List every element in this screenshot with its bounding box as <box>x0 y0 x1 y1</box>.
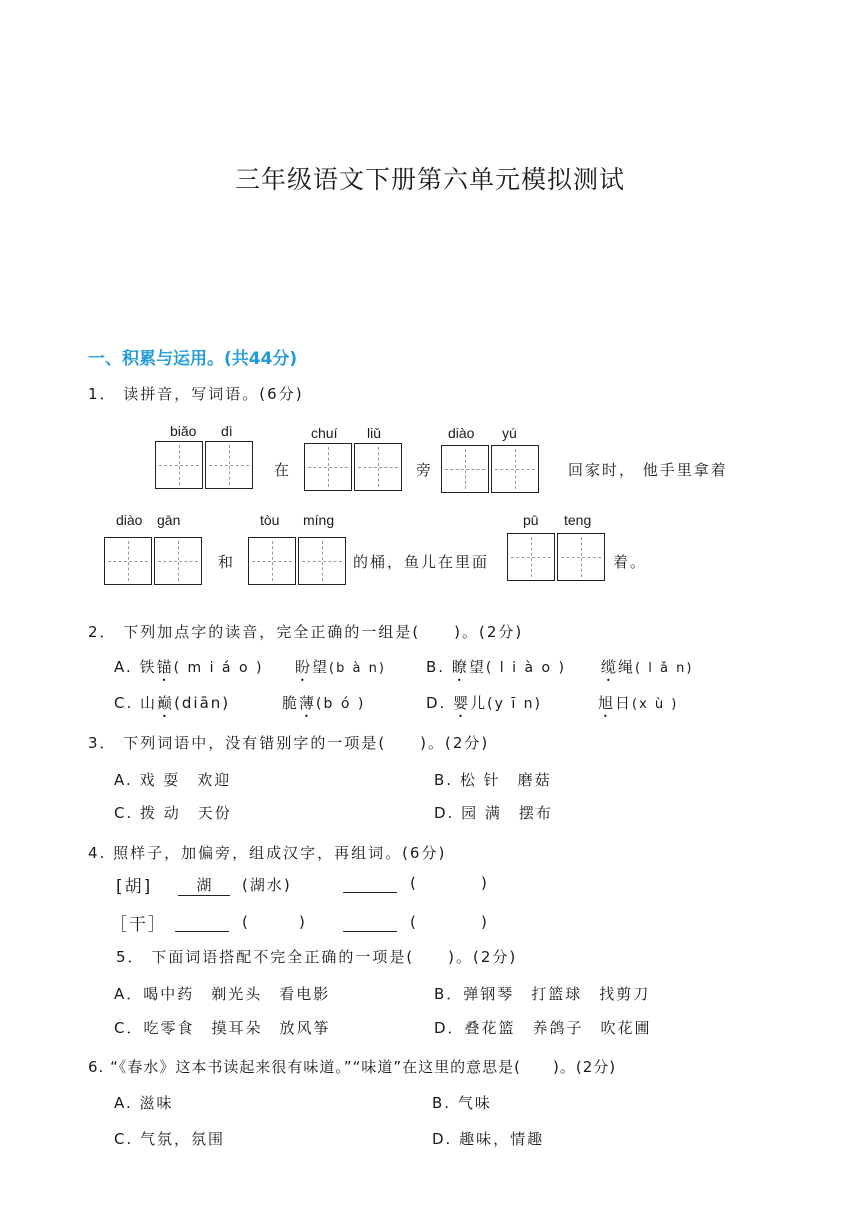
pinyin: chuí <box>311 425 338 441</box>
text-fragment: 着。 <box>613 553 648 571</box>
section-heading: 一、积累与运用。(共44分) <box>88 349 298 369</box>
answer-box[interactable] <box>298 537 346 585</box>
q5-option-a[interactable]: A．喝中药 剃光头 看电影 <box>114 985 331 1003</box>
text-fragment: 在 <box>274 461 292 479</box>
q3-option-d[interactable]: D. 园 满 摆布 <box>434 804 553 822</box>
q2-option-a[interactable]: A. 铁锚( m i á o ) <box>114 658 264 676</box>
q4-row1-answer: 湖 <box>178 874 230 896</box>
q3-option-b[interactable]: B. 松 针 磨菇 <box>434 771 552 789</box>
answer-box[interactable] <box>104 537 152 585</box>
pinyin: pū <box>523 512 539 528</box>
pinyin: dì <box>221 423 233 439</box>
q6-stem: 6. “《春水》这本书读起来很有味道。”“味道”在这里的意思是( )。(2分) <box>88 1058 617 1076</box>
paren-close: ) <box>481 913 489 931</box>
q5-option-b[interactable]: B．弹钢琴 打篮球 找剪刀 <box>434 985 651 1003</box>
q3-stem: 3． 下列词语中，没有错别字的一项是( )。(2分) <box>88 734 490 752</box>
paren-open: ( <box>410 874 418 892</box>
q5-option-c[interactable]: C．吃零食 摸耳朵 放风筝 <box>114 1019 331 1037</box>
paren-close: ) <box>299 913 307 931</box>
pinyin: yú <box>502 425 517 441</box>
answer-box[interactable] <box>155 441 203 489</box>
q2-option-c[interactable]: C. 山巅(diān) <box>114 694 231 712</box>
q6-option-d[interactable]: D. 趣味，情趣 <box>432 1130 545 1148</box>
q5-stem: 5． 下面词语搭配不完全正确的一项是( )。(2分) <box>116 948 518 966</box>
q4-stem: 4. 照样子，加偏旁，组成汉字，再组词。(6分) <box>88 844 447 862</box>
q6-option-a[interactable]: A. 滋味 <box>114 1094 174 1112</box>
pinyin: teng <box>564 512 592 528</box>
q3-option-c[interactable]: C. 拨 动 天份 <box>114 804 232 822</box>
pinyin: diào <box>116 512 143 528</box>
paren-close: ) <box>481 874 489 892</box>
q4-row2-char: ［干］ <box>110 915 167 935</box>
pinyin: biǎo <box>170 423 197 439</box>
answer-box[interactable] <box>354 443 402 491</box>
answer-box[interactable] <box>304 443 352 491</box>
q2-option-b-word2: 缆绳( l ǎ n) <box>601 658 694 676</box>
q5-option-d[interactable]: D．叠花篮 养鸽子 吹花圃 <box>434 1019 652 1037</box>
text-fragment: 的桶，鱼儿在里面 <box>353 553 490 571</box>
q1-stem: 1． 读拼音，写词语。(6分) <box>88 385 304 403</box>
q2-option-d[interactable]: D. 婴儿(y ī n) <box>426 694 543 712</box>
q2-stem: 2． 下列加点字的读音，完全正确的一组是( )。(2分) <box>88 623 524 641</box>
q6-option-c[interactable]: C. 气氛，氛围 <box>114 1130 226 1148</box>
q2-option-c-word2: 脆薄(b ó ) <box>282 694 366 712</box>
pinyin: gān <box>157 512 181 528</box>
q4-row1-word: (湖水) <box>242 876 292 894</box>
q4-row2-blank1[interactable] <box>175 913 229 932</box>
q4-row1-blank[interactable] <box>343 874 397 893</box>
page-title: 三年级语文下册第六单元模拟测试 <box>234 165 625 194</box>
answer-box[interactable] <box>507 533 555 581</box>
answer-box[interactable] <box>205 441 253 489</box>
text-fragment: 回家时， 他手里拿着 <box>568 461 728 479</box>
q4-row2-blank2[interactable] <box>343 913 397 932</box>
pinyin: liǔ <box>367 425 382 441</box>
answer-box[interactable] <box>248 537 296 585</box>
pinyin: tòu <box>260 512 280 528</box>
paren-open: ( <box>410 913 418 931</box>
answer-box[interactable] <box>154 537 202 585</box>
q2-option-b[interactable]: B. 瞭望( l i à o ) <box>426 658 566 676</box>
q6-option-b[interactable]: B. 气味 <box>432 1094 492 1112</box>
answer-box[interactable] <box>491 445 539 493</box>
q2-option-d-word2: 旭日(x ù ) <box>598 694 679 712</box>
text-fragment: 旁 <box>416 461 434 479</box>
paren-open: ( <box>242 913 250 931</box>
pinyin: diào <box>448 425 475 441</box>
pinyin: míng <box>303 512 335 528</box>
answer-box[interactable] <box>557 533 605 581</box>
answer-box[interactable] <box>441 445 489 493</box>
q2-option-a-word2: 盼望(b à n) <box>295 658 386 676</box>
q4-row1-char: [胡] <box>116 877 153 897</box>
text-fragment: 和 <box>218 553 236 571</box>
q3-option-a[interactable]: A. 戏 耍 欢迎 <box>114 771 232 789</box>
